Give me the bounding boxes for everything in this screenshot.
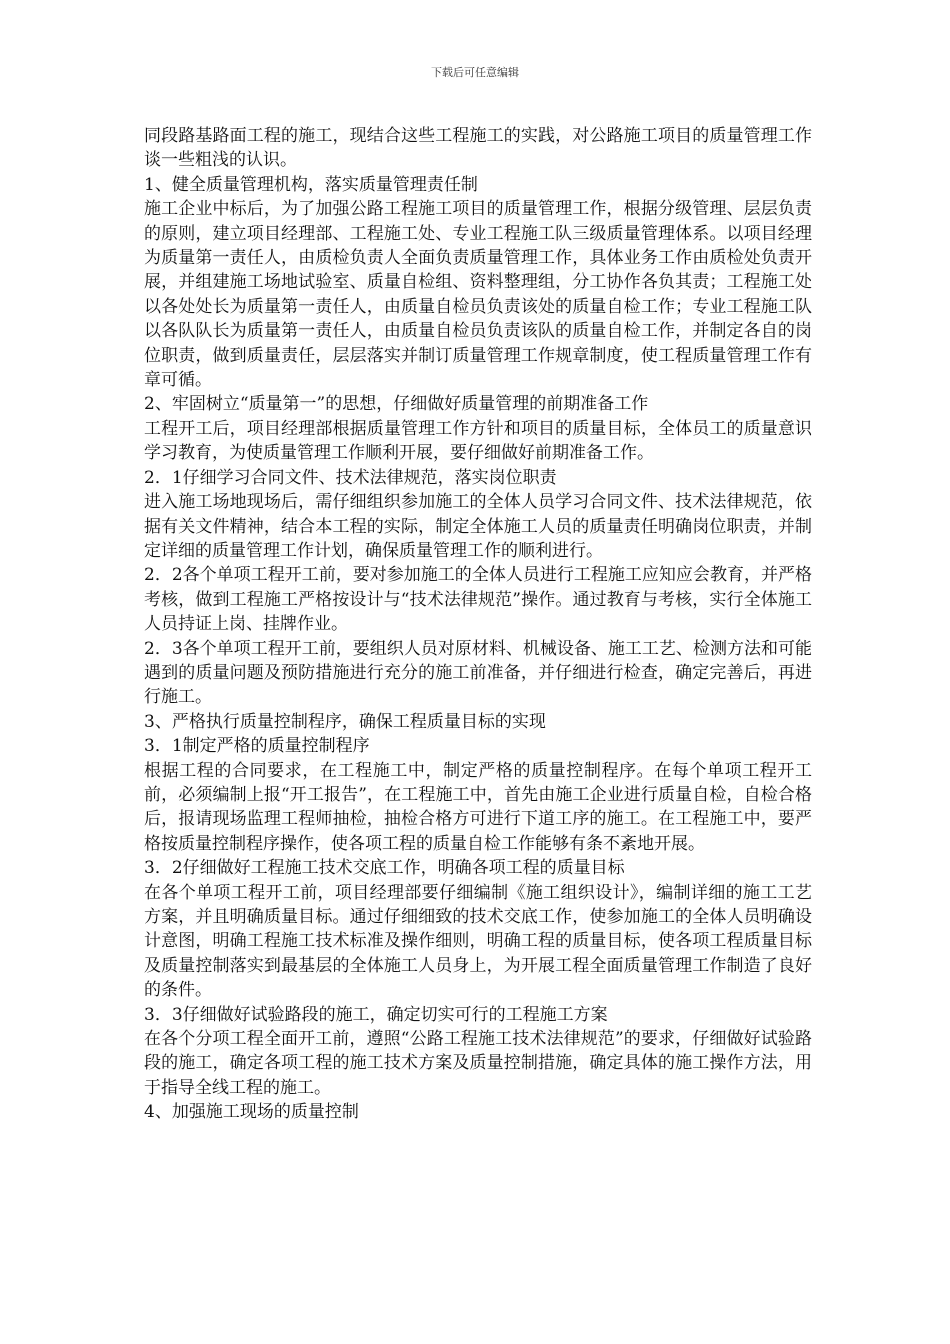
section-2-1-heading: 2．1仔细学习合同文件、技术法律规范，落实岗位职责 bbox=[144, 467, 557, 488]
section-2-1-body: 进入施工场地现场后，需仔细组织参加施工的全体人员学习合同文件、技术法律规范，依据有关文件精神，结合本工程的实际，制定全体施工人员的质量责任明确岗位职责，并制定详细的质量管理工作计划，确保质量管理工作的顺利进行。 bbox=[144, 492, 812, 561]
section-2-3-paragraph: 2．3各个单项工程开工前，要组织人员对原材料、机械设备、施工工艺、检测方法和可能遇到的质量问题及预防措施进行充分的施工前准备，并仔细进行检查，确定完善后，再进行施工。 bbox=[144, 638, 812, 708]
intro-paragraph: 同段路基路面工程的施工，现结合这些工程施工的实践，对公路施工项目的质量管理工作谈一些粗浅的认识。 bbox=[144, 126, 812, 171]
section-1-body: 施工企业中标后，为了加强公路工程施工项目的质量管理工作，根据分级管理、层层负责的原则，建立项目经理部、工程施工处、专业工程施工队三级质量管理体系。以项目经理为质量第一责任人，由质检负责人全面负责质量管理工作，具体业务工作由质检处负责开展，并组建施工场地试验室、质量自检组、资料整理组，分工协作各负其责；工程施工处以各处处长为质量第一责任人，由质量自检员负责该处的质量自检工作；专业工程施工队以各队队长为质量第一责任人，由质量自检员负责该队的质量自检工作，并制定各自的岗位职责，做到质量责任，层层落实并制订质量管理工作规章制度，使工程质量管理工作有章可循。 bbox=[144, 199, 812, 391]
document-body bbox=[144, 124, 812, 1125]
section-3-heading: 3、严格执行质量控制程序，确保工程质量目标的实现 bbox=[144, 711, 546, 732]
section-4-heading: 4、加强施工现场的质量控制 bbox=[144, 1102, 359, 1123]
section-3-3-heading: 3．3仔细做好试验路段的施工，确定切实可行的工程施工方案 bbox=[144, 1004, 608, 1025]
section-2-body: 工程开工后，项目经理部根据质量管理工作方针和项目的质量目标，全体员工的质量意识学习教育，为使质量管理工作顺利开展，要仔细做好前期准备工作。 bbox=[144, 418, 812, 464]
section-2-heading: 2、牢固树立“质量第一”的思想，仔细做好质量管理的前期准备工作 bbox=[144, 394, 649, 415]
section-3-2-heading: 3．2仔细做好工程施工技术交底工作，明确各项工程的质量目标 bbox=[144, 858, 625, 879]
section-3-1-body: 根据工程的合同要求，在工程施工中，制定严格的质量控制程序。在每个单项工程开工前，必须编制上报“开工报告”，在工程施工中，首先由施工企业进行质量自检，自检合格后，报请现场监理工程师抽检，抽检合格方可进行下道工序的施工。在工程施工中，要严格按质量控制程序操作，使各项工程的质量自检工作能够有条不紊地开展。 bbox=[144, 760, 812, 854]
section-3-3-body: 在各个分项工程全面开工前，遵照“公路工程施工技术法律规范”的要求，仔细做好试验路段的施工，确定各项工程的施工技术方案及质量控制措施，确定具体的施工操作方法，用于指导全线工程的施工。 bbox=[144, 1029, 812, 1098]
section-3-1-heading: 3．1制定严格的质量控制程序 bbox=[144, 736, 370, 757]
page-header-note: 下载后可任意编辑 bbox=[431, 66, 519, 79]
section-3-2-body: 在各个单项工程开工前，项目经理部要仔细编制《施工组织设计》，编制详细的施工工艺方案，并且明确质量目标。通过仔细细致的技术交底工作，使参加施工的全体人员明确设计意图，明确工程施工技术标准及操作细则，明确工程的质量目标，使各项工程质量目标及质量控制落实到最基层的全体施工人员身上，为开展工程全面质量管理工作制造了良好的条件。 bbox=[144, 882, 812, 1001]
section-1-heading: 1、健全质量管理机构，落实质量管理责任制 bbox=[144, 174, 478, 195]
section-2-2-paragraph: 2．2各个单项工程开工前，要对参加施工的全体人员进行工程施工应知应会教育，并严格考核，做到工程施工严格按设计与“技术法律规范”操作。通过教育与考核，实行全体施工人员持证上岗、挂牌作业。 bbox=[144, 565, 812, 635]
